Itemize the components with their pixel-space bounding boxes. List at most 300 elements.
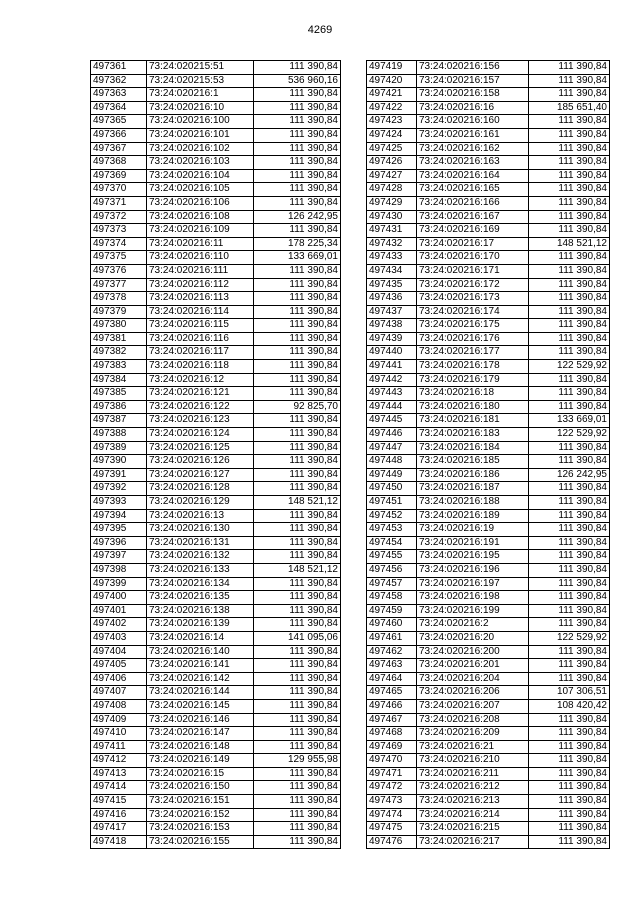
cadastral-number-cell: 73:24:020216:111 [147,264,254,278]
cadastral-number-cell: 73:24:020216:178 [417,360,529,374]
record-number-cell: 497406 [91,672,147,686]
record-number-cell: 497361 [91,61,147,75]
cadastral-value-cell: 111 390,84 [529,577,610,591]
record-number-cell: 497467 [367,713,417,727]
cadastral-value-cell: 111 390,84 [529,496,610,510]
cadastral-number-cell: 73:24:020216:176 [417,332,529,346]
record-number-cell: 497436 [367,292,417,306]
cadastral-value-cell: 111 390,84 [529,808,610,822]
table-row [367,659,610,673]
cadastral-value-cell: 111 390,84 [254,577,341,591]
record-number-cell: 497373 [91,224,147,238]
cadastral-value-cell: 111 390,84 [529,156,610,170]
cadastral-value-cell: 111 390,84 [529,659,610,673]
table-row [367,428,610,442]
table-row [91,441,341,455]
cadastral-number-cell: 73:24:020216:206 [417,686,529,700]
record-number-cell: 497439 [367,332,417,346]
cadastral-number-cell: 73:24:020216:196 [417,563,529,577]
record-number-cell: 497368 [91,156,147,170]
cadastral-value-cell: 111 390,84 [529,482,610,496]
cadastral-value-cell: 111 390,84 [254,360,341,374]
table-row [367,251,610,265]
cadastral-value-cell: 111 390,84 [529,740,610,754]
table-row [91,631,341,645]
cadastral-value-cell: 111 390,84 [529,795,610,809]
cadastral-value-cell: 111 390,84 [254,428,341,442]
right-register-table [366,60,610,849]
record-number-cell: 497380 [91,319,147,333]
cadastral-number-cell: 73:24:020216:132 [147,550,254,564]
table-row [367,74,610,88]
cadastral-number-cell: 73:24:020216:100 [147,115,254,129]
cadastral-value-cell: 111 390,84 [529,332,610,346]
cadastral-number-cell: 73:24:020216:106 [147,196,254,210]
record-number-cell: 497474 [367,808,417,822]
table-row [91,61,341,75]
record-number-cell: 497393 [91,496,147,510]
cadastral-number-cell: 73:24:020216:17 [417,237,529,251]
table-row [91,128,341,142]
cadastral-number-cell: 73:24:020216:101 [147,128,254,142]
table-row [367,754,610,768]
cadastral-number-cell: 73:24:020216:131 [147,536,254,550]
cadastral-value-cell: 111 390,84 [529,292,610,306]
cadastral-number-cell: 73:24:020216:215 [417,822,529,836]
table-row [367,61,610,75]
table-row [91,224,341,238]
cadastral-number-cell: 73:24:020216:18 [417,387,529,401]
record-number-cell: 497459 [367,604,417,618]
cadastral-number-cell: 73:24:020216:10 [147,101,254,115]
cadastral-number-cell: 73:24:020216:213 [417,795,529,809]
cadastral-number-cell: 73:24:020216:124 [147,428,254,442]
cadastral-number-cell: 73:24:020216:105 [147,183,254,197]
table-row [91,319,341,333]
cadastral-value-cell: 111 390,84 [529,251,610,265]
table-row [91,428,341,442]
table-row [367,822,610,836]
page-number: 4269 [307,24,333,36]
cadastral-value-cell: 111 390,84 [254,835,341,849]
cadastral-number-cell: 73:24:020216:1 [147,88,254,102]
record-number-cell: 497451 [367,496,417,510]
cadastral-number-cell: 73:24:020216:172 [417,278,529,292]
cadastral-value-cell: 148 521,12 [254,563,341,577]
table-row [91,468,341,482]
cadastral-value-cell: 126 242,95 [529,468,610,482]
table-row [91,292,341,306]
cadastral-number-cell: 73:24:020216:163 [417,156,529,170]
cadastral-value-cell: 148 521,12 [529,237,610,251]
cadastral-value-cell: 141 095,06 [254,631,341,645]
table-row [367,563,610,577]
cadastral-value-cell: 111 390,84 [529,400,610,414]
cadastral-number-cell: 73:24:020216:155 [147,835,254,849]
record-number-cell: 497457 [367,577,417,591]
cadastral-number-cell: 73:24:020216:130 [147,523,254,537]
cadastral-number-cell: 73:24:020216:153 [147,822,254,836]
record-number-cell: 497375 [91,251,147,265]
table-row [91,509,341,523]
record-number-cell: 497404 [91,645,147,659]
cadastral-number-cell: 73:24:020216:122 [147,400,254,414]
table-row [91,237,341,251]
table-row [91,618,341,632]
record-number-cell: 497396 [91,536,147,550]
cadastral-number-cell: 73:24:020216:208 [417,713,529,727]
record-number-cell: 497447 [367,441,417,455]
cadastral-number-cell: 73:24:020216:15 [147,767,254,781]
record-number-cell: 497454 [367,536,417,550]
cadastral-number-cell: 73:24:020216:113 [147,292,254,306]
cadastral-number-cell: 73:24:020216:167 [417,210,529,224]
record-number-cell: 497427 [367,169,417,183]
table-row [367,740,610,754]
record-number-cell: 497433 [367,251,417,265]
cadastral-number-cell: 73:24:020216:207 [417,699,529,713]
record-number-cell: 497413 [91,767,147,781]
record-number-cell: 497417 [91,822,147,836]
cadastral-value-cell: 111 390,84 [254,319,341,333]
cadastral-number-cell: 73:24:020216:210 [417,754,529,768]
record-number-cell: 497472 [367,781,417,795]
cadastral-number-cell: 73:24:020216:20 [417,631,529,645]
table-row [91,332,341,346]
table-row [367,645,610,659]
cadastral-value-cell: 111 390,84 [529,727,610,741]
cadastral-value-cell: 122 529,92 [529,360,610,374]
cadastral-number-cell: 73:24:020216:108 [147,210,254,224]
cadastral-number-cell: 73:24:020216:16 [417,101,529,115]
table-row [367,264,610,278]
cadastral-value-cell: 111 390,84 [254,523,341,537]
record-number-cell: 497428 [367,183,417,197]
record-number-cell: 497399 [91,577,147,591]
cadastral-number-cell: 73:24:020216:183 [417,428,529,442]
table-row [367,346,610,360]
record-number-cell: 497409 [91,713,147,727]
cadastral-number-cell: 73:24:020216:204 [417,672,529,686]
cadastral-value-cell: 111 390,84 [529,509,610,523]
record-number-cell: 497378 [91,292,147,306]
cadastral-value-cell: 111 390,84 [529,781,610,795]
table-row [367,781,610,795]
cadastral-number-cell: 73:24:020216:126 [147,455,254,469]
table-row [367,183,610,197]
record-number-cell: 497460 [367,618,417,632]
record-number-cell: 497367 [91,142,147,156]
cadastral-number-cell: 73:24:020216:149 [147,754,254,768]
record-number-cell: 497456 [367,563,417,577]
cadastral-number-cell: 73:24:020216:138 [147,604,254,618]
table-row [367,332,610,346]
table-row [91,645,341,659]
cadastral-value-cell: 111 390,84 [254,169,341,183]
record-number-cell: 497395 [91,523,147,537]
record-number-cell: 497449 [367,468,417,482]
record-number-cell: 497382 [91,346,147,360]
cadastral-value-cell: 111 390,84 [529,61,610,75]
cadastral-number-cell: 73:24:020216:144 [147,686,254,700]
table-row [367,536,610,550]
cadastral-value-cell: 111 390,84 [254,618,341,632]
cadastral-value-cell: 111 390,84 [529,278,610,292]
record-number-cell: 497431 [367,224,417,238]
table-row [367,387,610,401]
table-row [91,88,341,102]
record-number-cell: 497394 [91,509,147,523]
cadastral-number-cell: 73:24:020216:148 [147,740,254,754]
record-number-cell: 497402 [91,618,147,632]
cadastral-value-cell: 111 390,84 [254,264,341,278]
table-row [91,659,341,673]
cadastral-value-cell: 111 390,84 [254,292,341,306]
cadastral-value-cell: 111 390,84 [254,128,341,142]
record-number-cell: 497411 [91,740,147,754]
cadastral-number-cell: 73:24:020216:171 [417,264,529,278]
table-row [91,115,341,129]
cadastral-value-cell: 111 390,84 [254,224,341,238]
cadastral-value-cell: 111 390,84 [529,196,610,210]
record-number-cell: 497469 [367,740,417,754]
record-number-cell: 497445 [367,414,417,428]
cadastral-value-cell: 111 390,84 [254,414,341,428]
cadastral-number-cell: 73:24:020216:147 [147,727,254,741]
cadastral-value-cell: 111 390,84 [529,387,610,401]
table-row [91,183,341,197]
cadastral-value-cell: 111 390,84 [529,822,610,836]
table-row [367,591,610,605]
cadastral-number-cell: 73:24:020216:198 [417,591,529,605]
table-row [367,550,610,564]
cadastral-number-cell: 73:24:020216:128 [147,482,254,496]
cadastral-number-cell: 73:24:020216:165 [417,183,529,197]
cadastral-value-cell: 107 306,51 [529,686,610,700]
table-row [91,156,341,170]
record-number-cell: 497444 [367,400,417,414]
record-number-cell: 497389 [91,441,147,455]
record-number-cell: 497452 [367,509,417,523]
record-number-cell: 497370 [91,183,147,197]
cadastral-number-cell: 73:24:020216:209 [417,727,529,741]
cadastral-value-cell: 111 390,84 [529,88,610,102]
cadastral-number-cell: 73:24:020216:110 [147,251,254,265]
cadastral-value-cell: 111 390,84 [254,672,341,686]
record-number-cell: 497475 [367,822,417,836]
record-number-cell: 497429 [367,196,417,210]
record-number-cell: 497386 [91,400,147,414]
table-row [367,727,610,741]
cadastral-number-cell: 73:24:020216:186 [417,468,529,482]
record-number-cell: 497425 [367,142,417,156]
table-row [367,509,610,523]
cadastral-number-cell: 73:24:020216:134 [147,577,254,591]
cadastral-number-cell: 73:24:020216:160 [417,115,529,129]
cadastral-value-cell: 108 420,42 [529,699,610,713]
cadastral-number-cell: 73:24:020216:142 [147,672,254,686]
cadastral-number-cell: 73:24:020216:14 [147,631,254,645]
cadastral-number-cell: 73:24:020216:212 [417,781,529,795]
cadastral-number-cell: 73:24:020216:162 [417,142,529,156]
cadastral-number-cell: 73:24:020216:117 [147,346,254,360]
table-row [367,631,610,645]
record-number-cell: 497391 [91,468,147,482]
table-row [367,210,610,224]
cadastral-number-cell: 73:24:020216:125 [147,441,254,455]
cadastral-value-cell: 133 669,01 [529,414,610,428]
cadastral-number-cell: 73:24:020216:127 [147,468,254,482]
table-row [367,795,610,809]
cadastral-number-cell: 73:24:020216:146 [147,713,254,727]
cadastral-value-cell: 111 390,84 [529,373,610,387]
table-row [367,767,610,781]
table-row [91,577,341,591]
cadastral-number-cell: 73:24:020216:151 [147,795,254,809]
record-number-cell: 497442 [367,373,417,387]
record-number-cell: 497383 [91,360,147,374]
cadastral-value-cell: 111 390,84 [254,278,341,292]
table-row [367,455,610,469]
record-number-cell: 497387 [91,414,147,428]
record-number-cell: 497388 [91,428,147,442]
record-number-cell: 497421 [367,88,417,102]
record-number-cell: 497476 [367,835,417,849]
cadastral-value-cell: 111 390,84 [254,767,341,781]
cadastral-value-cell: 129 955,98 [254,754,341,768]
table-row [367,686,610,700]
cadastral-number-cell: 73:24:020216:180 [417,400,529,414]
cadastral-value-cell: 111 390,84 [254,781,341,795]
cadastral-number-cell: 73:24:020216:121 [147,387,254,401]
cadastral-number-cell: 73:24:020216:13 [147,509,254,523]
table-row [91,360,341,374]
cadastral-number-cell: 73:24:020216:170 [417,251,529,265]
cadastral-number-cell: 73:24:020216:112 [147,278,254,292]
cadastral-value-cell: 111 390,84 [529,128,610,142]
table-row [91,142,341,156]
record-number-cell: 497446 [367,428,417,442]
cadastral-value-cell: 111 390,84 [254,822,341,836]
table-row [91,101,341,115]
table-row [91,264,341,278]
record-number-cell: 497440 [367,346,417,360]
record-number-cell: 497416 [91,808,147,822]
table-row [367,441,610,455]
cadastral-value-cell: 536 960,16 [254,74,341,88]
cadastral-value-cell: 111 390,84 [254,387,341,401]
table-row [367,169,610,183]
cadastral-value-cell: 111 390,84 [529,455,610,469]
table-row [91,169,341,183]
cadastral-value-cell: 111 390,84 [254,482,341,496]
cadastral-value-cell: 111 390,84 [254,455,341,469]
cadastral-value-cell: 111 390,84 [529,305,610,319]
cadastral-value-cell: 111 390,84 [254,88,341,102]
cadastral-number-cell: 73:24:020216:169 [417,224,529,238]
record-number-cell: 497419 [367,61,417,75]
cadastral-number-cell: 73:24:020216:123 [147,414,254,428]
record-number-cell: 497414 [91,781,147,795]
table-row [367,808,610,822]
table-row [367,604,610,618]
cadastral-value-cell: 148 521,12 [254,496,341,510]
cadastral-number-cell: 73:24:020216:199 [417,604,529,618]
cadastral-value-cell: 111 390,84 [529,563,610,577]
cadastral-value-cell: 111 390,84 [529,767,610,781]
record-number-cell: 497424 [367,128,417,142]
record-number-cell: 497420 [367,74,417,88]
cadastral-number-cell: 73:24:020216:116 [147,332,254,346]
table-row [91,699,341,713]
cadastral-value-cell: 111 390,84 [529,346,610,360]
cadastral-number-cell: 73:24:020216:145 [147,699,254,713]
record-number-cell: 497363 [91,88,147,102]
cadastral-number-cell: 73:24:020216:114 [147,305,254,319]
table-row [367,156,610,170]
record-number-cell: 497412 [91,754,147,768]
cadastral-value-cell: 122 529,92 [529,428,610,442]
record-number-cell: 497371 [91,196,147,210]
cadastral-number-cell: 73:24:020216:187 [417,482,529,496]
record-number-cell: 497435 [367,278,417,292]
table-row [91,346,341,360]
cadastral-number-cell: 73:24:020216:185 [417,455,529,469]
cadastral-value-cell: 111 390,84 [254,142,341,156]
record-number-cell: 497423 [367,115,417,129]
cadastral-value-cell: 111 390,84 [254,686,341,700]
cadastral-number-cell: 73:24:020216:103 [147,156,254,170]
record-number-cell: 497374 [91,237,147,251]
cadastral-value-cell: 111 390,84 [529,604,610,618]
record-number-cell: 497403 [91,631,147,645]
table-row [91,414,341,428]
record-number-cell: 497369 [91,169,147,183]
cadastral-number-cell: 73:24:020216:102 [147,142,254,156]
cadastral-value-cell: 111 390,84 [529,115,610,129]
table-row [91,74,341,88]
cadastral-value-cell: 111 390,84 [529,713,610,727]
table-row [367,292,610,306]
cadastral-number-cell: 73:24:020216:19 [417,523,529,537]
record-number-cell: 497468 [367,727,417,741]
cadastral-value-cell: 111 390,84 [254,808,341,822]
record-number-cell: 497392 [91,482,147,496]
record-number-cell: 497426 [367,156,417,170]
record-number-cell: 497365 [91,115,147,129]
record-number-cell: 497398 [91,563,147,577]
record-number-cell: 497463 [367,659,417,673]
cadastral-number-cell: 73:24:020216:158 [417,88,529,102]
cadastral-number-cell: 73:24:020216:104 [147,169,254,183]
table-row [367,523,610,537]
record-number-cell: 497458 [367,591,417,605]
cadastral-number-cell: 73:24:020216:141 [147,659,254,673]
cadastral-number-cell: 73:24:020216:189 [417,509,529,523]
table-row [91,754,341,768]
cadastral-number-cell: 73:24:020216:129 [147,496,254,510]
record-number-cell: 497397 [91,550,147,564]
record-number-cell: 497450 [367,482,417,496]
cadastral-value-cell: 111 390,84 [529,264,610,278]
cadastral-number-cell: 73:24:020216:173 [417,292,529,306]
table-row [367,414,610,428]
cadastral-value-cell: 111 390,84 [254,61,341,75]
table-row [91,400,341,414]
record-number-cell: 497422 [367,101,417,115]
table-row [91,496,341,510]
record-number-cell: 497443 [367,387,417,401]
